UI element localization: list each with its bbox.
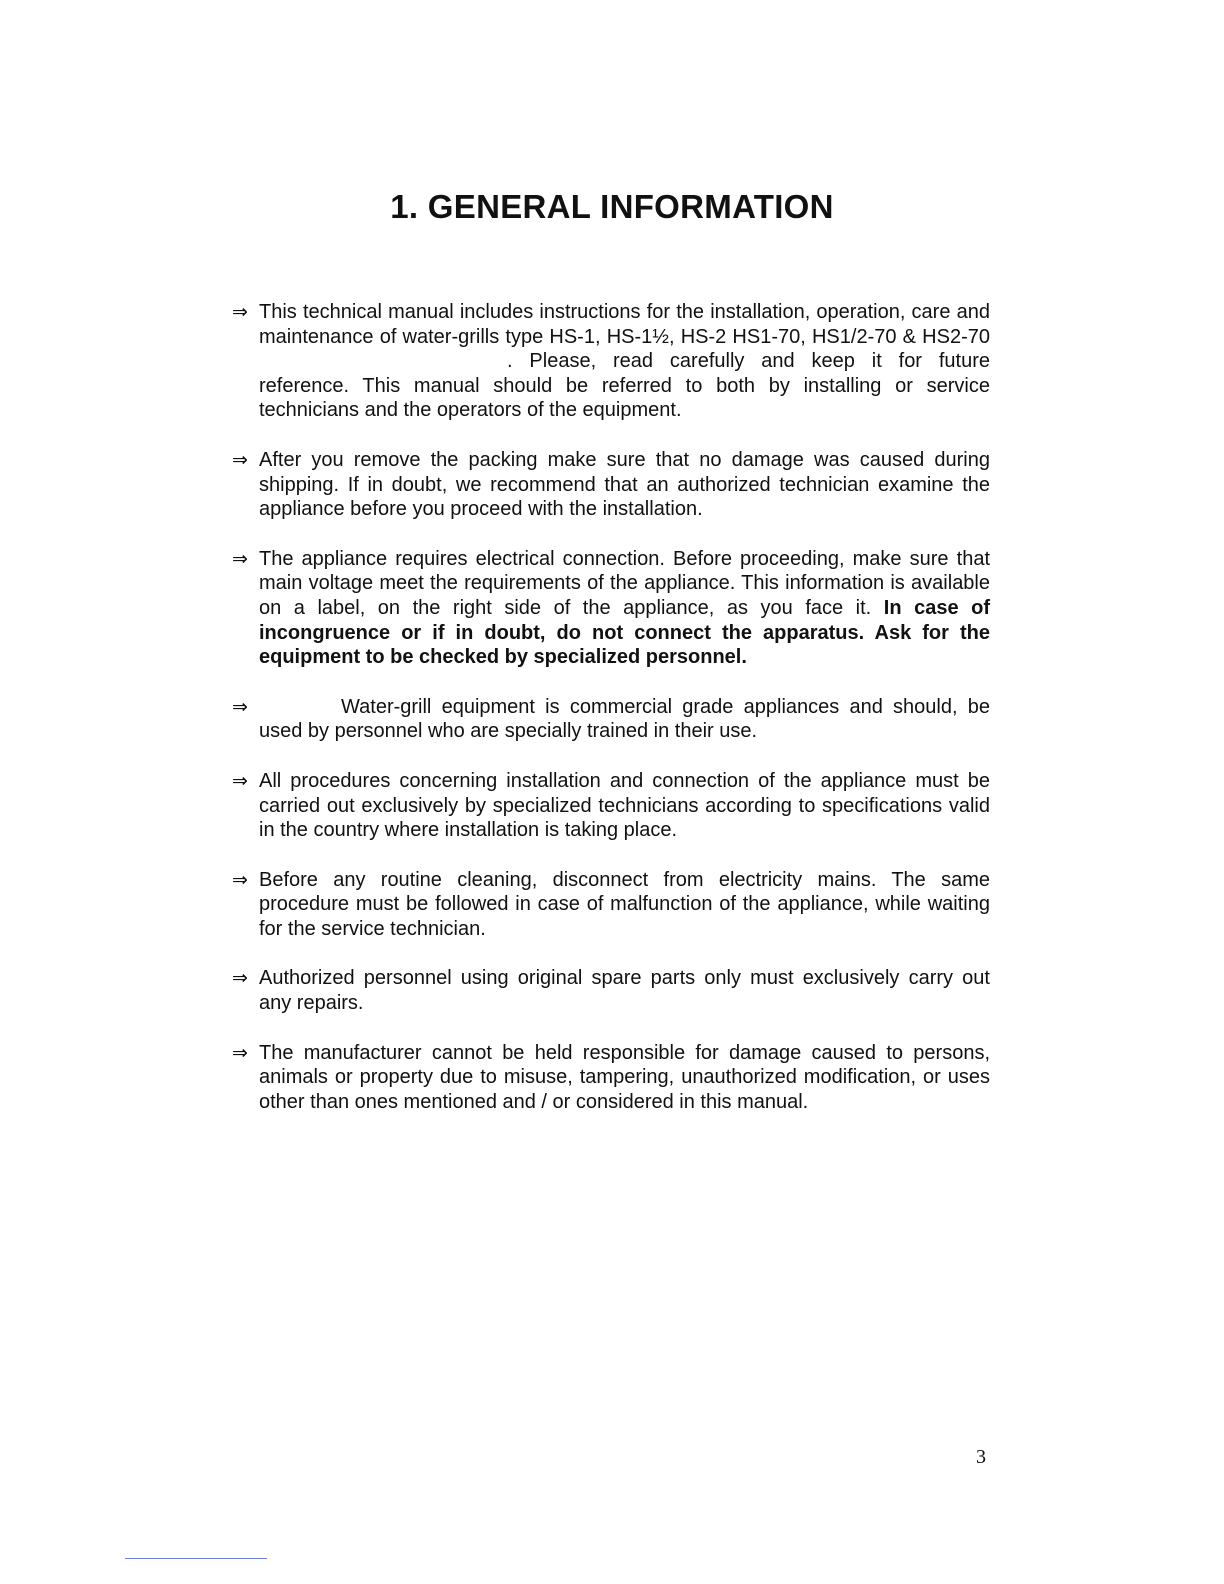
double-arrow-icon: ⇒ <box>232 1041 248 1064</box>
warning-text: In case of incongruence or if in doubt, do not connect the apparatus. Ask for the equipment to be checked by specialized personnel. <box>259 596 990 669</box>
double-arrow-icon: ⇒ <box>232 547 248 570</box>
list-item <box>232 966 990 1015</box>
footnote-divider <box>125 1558 267 1559</box>
list-item <box>232 448 990 522</box>
double-arrow-icon: ⇒ <box>232 301 248 323</box>
double-arrow-icon: ⇒ <box>232 695 248 718</box>
double-arrow-icon: ⇒ <box>232 967 248 990</box>
bullet-text: . Please, read carefully and keep it for future reference. This manual should be referred to both by installing or service technicians and the operators of the equipment. <box>259 350 990 422</box>
bullet-text: All procedures concerning installation and connection of the appliance must be carried out exclusively by specialized technicians according to specifications valid in the country where installation is taking place. <box>259 769 990 842</box>
double-arrow-icon: ⇒ <box>232 868 248 891</box>
bullet-text: This technical manual includes instructions for the installation, operation, care and maintenance of water-grills type HS-1, HS-1½, HS-2 HS1-70, HS1/2-70 & HS2-70 <box>259 301 990 348</box>
list-item <box>232 695 990 744</box>
page-title: 1. GENERAL INFORMATION <box>390 188 834 225</box>
bullet-text: After you remove the packing make sure that no damage was caused during shipping. If in doubt, we recommend that an authorized technician examine the appliance before you proceed with the installation. <box>259 448 990 521</box>
list-item <box>232 547 990 670</box>
page-number: 3 <box>976 1446 986 1468</box>
list-item <box>232 1041 990 1115</box>
double-arrow-icon: ⇒ <box>232 448 248 471</box>
bullet-text: The appliance requires electrical connection. Before proceeding, make sure that main voltage meet the requirements of the appliance. This information is available on a label, on the right side of the appliance, as you face it. <box>259 547 990 619</box>
list-item <box>232 868 990 942</box>
bullet-text: Water-grill equipment is commercial grade appliances and should, be used by personnel who are specially trained in their use. <box>259 695 990 743</box>
general-information-list <box>232 300 990 1139</box>
double-arrow-icon: ⇒ <box>232 769 248 792</box>
bullet-text: Before any routine cleaning, disconnect from electricity mains. The same procedure must be followed in case of malfunction of the appliance, while waiting for the service technician. <box>259 868 990 940</box>
list-item <box>232 769 990 843</box>
bullet-text: The manufacturer cannot be held responsible for damage caused to persons, animals or property due to misuse, tampering, unauthorized modification, or uses other than ones mentioned and / or considered in this manual. <box>259 1041 990 1113</box>
bullet-text: Authorized personnel using original spare parts only must exclusively carry out any repairs. <box>259 967 990 1015</box>
list-item <box>232 300 990 423</box>
